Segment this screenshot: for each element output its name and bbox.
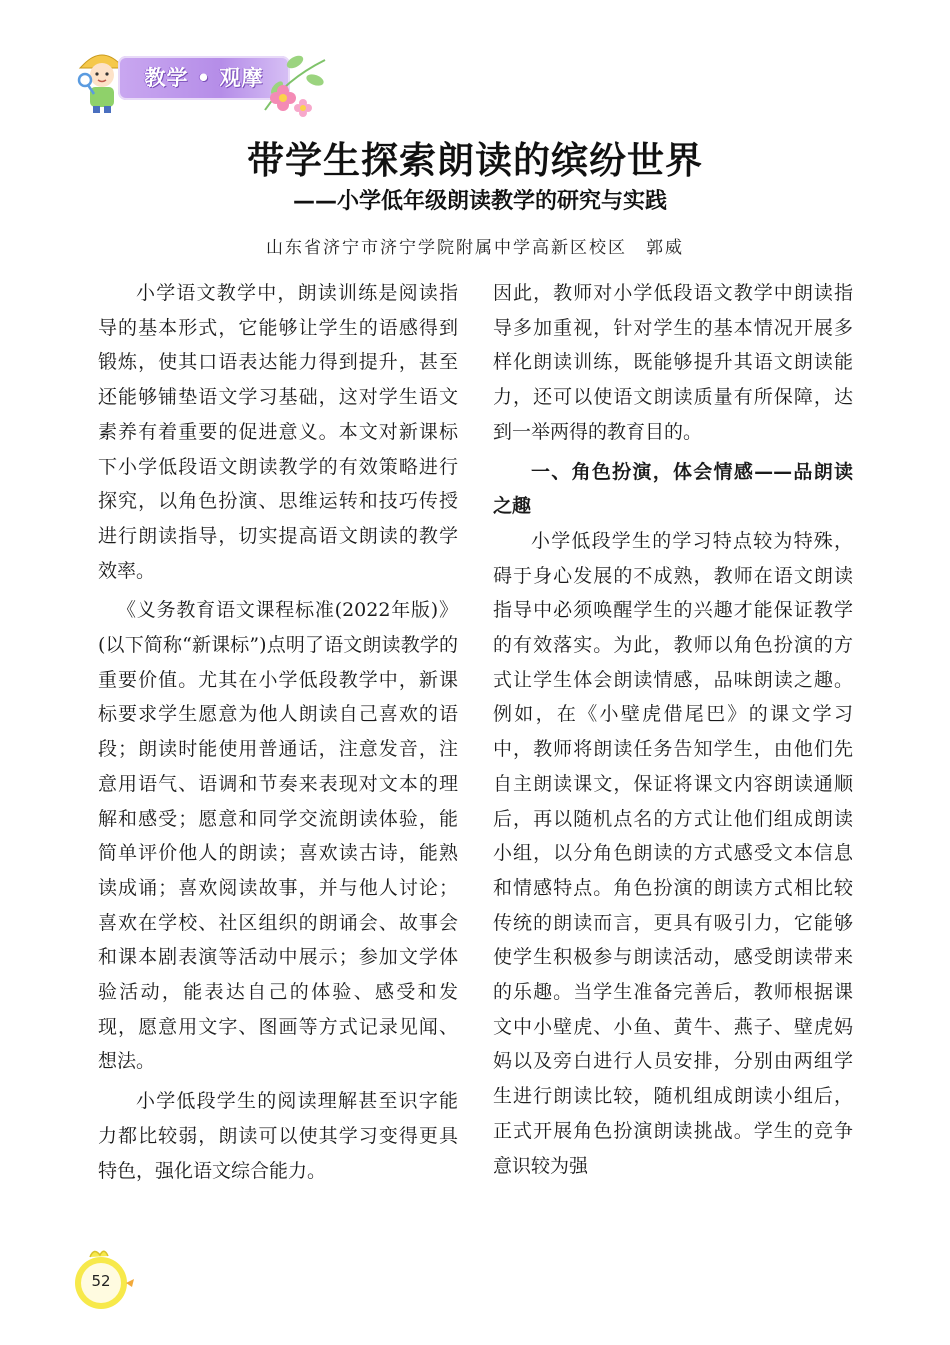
flower-decoration-icon (255, 40, 345, 120)
section-heading: 一、角色扮演，体会情感——品朗读之趣 (493, 460, 853, 518)
paragraph: 小学低段学生的学习特点较为特殊，碍于身心发展的不成熟，教师在语文朗读指导中必须唤醒学生的兴趣才能保证教学的有效落实。为此，教师以角色扮演的方式让学生体会朗读情感，品味朗读之趣。例如，在《小壁虎借尾巴》的课文学习中，教师将朗读任务告知学生，由他们先自主朗读课文，保证将课文内容朗读通顺后，再以随机点名的方式让他们组成朗读小组，以分角色朗读的方式感受文本信息和情感特点。角色扮演的朗读方式相比较传统的朗读而言，更具有吸引力，它能够使学生积极参与朗读活动，感受朗读带来的乐趣。当学生准备完善后，教师根据课文中小壁虎、小鱼、黄牛、燕子、壁虎妈妈以及旁白进行人员安排，分别由两组学生进行朗读比较，随机组成朗读小组后，正式开展角色扮演朗读挑战。学生的竞争意识较为强 (493, 529, 853, 1177)
article-title: 带学生探索朗读的缤纷世界 (247, 139, 703, 182)
section-header (70, 40, 300, 120)
article-subtitle-text: ——小学低年级朗读教学的研究与实践 (292, 189, 667, 214)
author-line: 山东省济宁市济宁学院附属中学高新区校区 郭威 (266, 238, 684, 258)
section-badge-label: 教学 • 观摩 (144, 66, 264, 90)
paragraph: 因此，教师对小学低段语文教学中朗读指导多加重视，针对学生的基本情况开展多样化朗读训练，既能够提升其语文朗读能力，还可以使语文朗读质量有所保障，达到一举两得的教育目的。 (493, 282, 853, 443)
right-column (493, 276, 853, 1188)
page-number-badge (68, 1245, 138, 1315)
paragraph: 《义务教育语文课程标准(2022年版)》(以下简称“新课标”)点明了语文朗读教学的重要价值。尤其在小学低段教学中，新课标要求学生愿意为他人朗读自己喜欢的语段；朗读时能使用普通话，注意发音，注意用语气、语调和节奏来表现对文本的理解和感受；愿意和同学交流朗读体验，能简单评价他人的朗读；喜欢读古诗，能熟读成诵；喜欢阅读故事，并与他人讨论；喜欢在学校、社区组织的朗诵会、故事会和课本剧表演等活动中展示；参加文学体验活动，能表达自己的体验、感受和发现，愿意用文字、图画等方式记录见闻、想法。 (98, 599, 458, 1073)
paragraph: 小学语文教学中，朗读训练是阅读指导的基本形式，它能够让学生的语感得到锻炼，使其口语表达能力得到提升，甚至还能够铺垫语文学习基础，这对学生语文素养有着重要的促进意义。本文对新课标下小学低段语文朗读教学的有效策略进行探究，以角色扮演、思维运转和技巧传授进行朗读指导，切实提高语文朗读的教学效率。 (98, 282, 458, 582)
article-subtitle (0, 184, 950, 215)
page-number: 52 (91, 1272, 111, 1290)
left-column (98, 276, 458, 1193)
paragraph: 小学低段学生的阅读理解甚至识字能力都比较弱，朗读可以使其学习变得更具特色，强化语文综合能力。 (98, 1090, 458, 1182)
